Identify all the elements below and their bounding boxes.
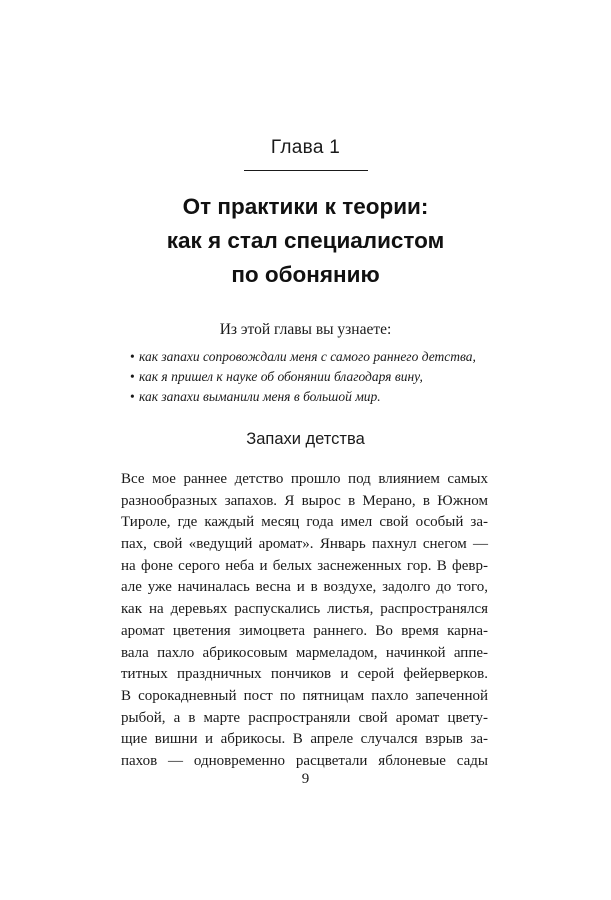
bullet-icon: • bbox=[130, 349, 135, 364]
body-line: на фоне серого неба и белых заснеженных гор. В февр- bbox=[121, 557, 488, 574]
body-line: титных праздничных пончиков и серой фейерверков. bbox=[121, 666, 488, 683]
body-line: разнообразных запахов. Я вырос в Мерано, в Южном bbox=[121, 492, 488, 509]
chapter-title-line: по обонянию bbox=[231, 262, 380, 287]
body-line: Тироле, где каждый месяц года имел свой особый за- bbox=[121, 514, 488, 531]
body-line: рыбой, а в марте распространяли свой аромат цвету- bbox=[121, 709, 488, 726]
body-line: аромат цветения зимоцвета раннего. Во время карна- bbox=[121, 622, 488, 639]
learning-item bbox=[130, 387, 476, 407]
learning-item bbox=[130, 367, 476, 387]
chapter-label: Глава 1 bbox=[270, 137, 341, 158]
body-line: Все мое раннее детство прошло под влиянием самых bbox=[121, 471, 488, 487]
body-line: щие вишни и абрикосы. В апреле случался взрыв за- bbox=[121, 731, 488, 748]
bullet-icon: • bbox=[130, 389, 135, 404]
learning-item-text: как запахи сопровождали меня с самого раннего детства, bbox=[139, 349, 476, 364]
chapter-title-line: От практики к теории: bbox=[182, 194, 429, 219]
chapter-underline bbox=[244, 170, 368, 171]
body-line: пах, свой «ведущий аромат». Январь пахнул снегом — bbox=[121, 536, 488, 553]
body-line: В сорокадневный пост по пятницам пахло запеченной bbox=[121, 687, 488, 704]
body-line: пахов — одновременно расцветали яблоневые сады bbox=[121, 752, 488, 769]
learning-list bbox=[130, 347, 476, 407]
learning-item-text: как запахи выманили меня в большой мир. bbox=[139, 389, 381, 404]
page-number: 9 bbox=[301, 771, 310, 787]
chapter-title bbox=[60, 190, 551, 292]
body-line: как на деревьях распускались листья, распространялся bbox=[121, 601, 488, 618]
body-line: вала пахло абрикосовым мармеладом, начинкой аппе- bbox=[121, 644, 488, 661]
bullet-icon: • bbox=[130, 369, 135, 384]
learning-intro: Из этой главы вы узнаете: bbox=[219, 321, 392, 338]
learning-item-text: как я пришел к науке об обонянии благодаря вину, bbox=[139, 369, 423, 384]
body-line: але уже начиналась весна и в воздухе, задолго до того, bbox=[121, 579, 488, 596]
chapter-title-line: как я стал специалистом bbox=[166, 228, 445, 253]
learning-item bbox=[130, 347, 476, 367]
body-paragraph bbox=[121, 469, 488, 773]
section-heading: Запахи детства bbox=[246, 430, 365, 448]
